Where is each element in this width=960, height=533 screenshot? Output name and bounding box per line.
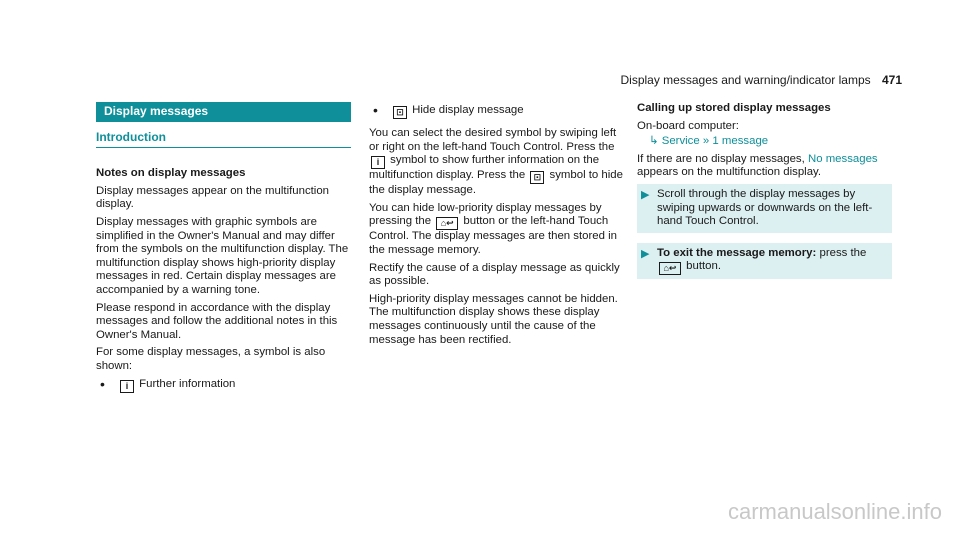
bullet-item [369,104,624,119]
paragraph: High-priority display messages cannot be hidden. The multifunction display shows these display messages continuously until the cause of the message has been rectified. [369,292,618,346]
stored-messages-heading: Calling up stored display messages [637,102,831,114]
paragraph: Rectify the cause of a display message as quickly as possible. [369,261,620,288]
step-marker-icon: ▶ [641,247,650,260]
watermark: carmanualsonline.info [727,499,942,524]
instruction-step [637,243,892,280]
paragraph: If there are no display messages, No messages appears on the multifunction display. [637,152,878,179]
bullet-dot: • [100,375,105,392]
path-service: Service [661,135,700,148]
paragraph: For some display messages, a symbol is also shown: [96,346,326,372]
hide-message-icon: ⊡ [530,171,544,184]
bullet-text: Further information [139,377,236,390]
column-middle [369,102,624,351]
path-arrow-icon: ↳ [649,135,659,148]
info-icon: i [120,380,134,393]
paragraph: Please respond in accordance with the display messages and follow the additional notes in this Owner's Manual. [96,301,338,341]
page-header [621,73,903,87]
paragraph: You can select the desired symbol by swiping left or right on the left-hand Touch Control. Press the i symbol to show further information on the multifunction display. Press the ⊡ symbol to hide the display message. [369,127,623,197]
menu-path [637,135,892,149]
page-number: 471 [881,73,902,87]
home-back-icon: ⌂↩ [436,217,458,230]
instruction-step [637,184,892,233]
notes-heading: Notes on display messages [96,167,246,180]
bullet-text: Hide display message [412,104,524,116]
section-title: Display messages [96,102,351,122]
subsection-title: Introduction [96,131,351,149]
info-icon: i [371,156,385,169]
header-title: Display messages and warning/indicator lamps [620,73,871,87]
bullet-dot: • [373,102,378,118]
step-text: Scroll through the display messages by swiping upwards or downwards on the left-hand Touch Control. [657,187,873,228]
computer-label: On-board computer: [637,119,739,132]
path-separator: » [702,135,710,148]
column-left [96,102,351,401]
no-messages-text: No messages [807,152,878,165]
column-right [637,102,892,289]
bullet-item [96,375,351,393]
paragraph: You can hide low-priority display messages by pressing the ⌂↩ button or the left-hand Touch Control. The display messages are then stored in the message memory. [369,201,617,256]
step-marker-icon: ▶ [641,188,650,201]
path-message: 1 message [712,135,769,148]
hide-message-icon: ⊡ [393,106,407,119]
paragraph: Display messages with graphic symbols are simplified in the Owner's Manual and may differ from the symbols on the multifunction display. The multifunction display shows high-priority display messages in red. Certain display messages are accompanied by a warning tone. [96,215,349,296]
step-text: To exit the message memory: press the ⌂↩ button. [657,246,867,274]
paragraph: Display messages appear on the multifunction display. [96,184,330,211]
home-back-icon: ⌂↩ [659,262,681,275]
